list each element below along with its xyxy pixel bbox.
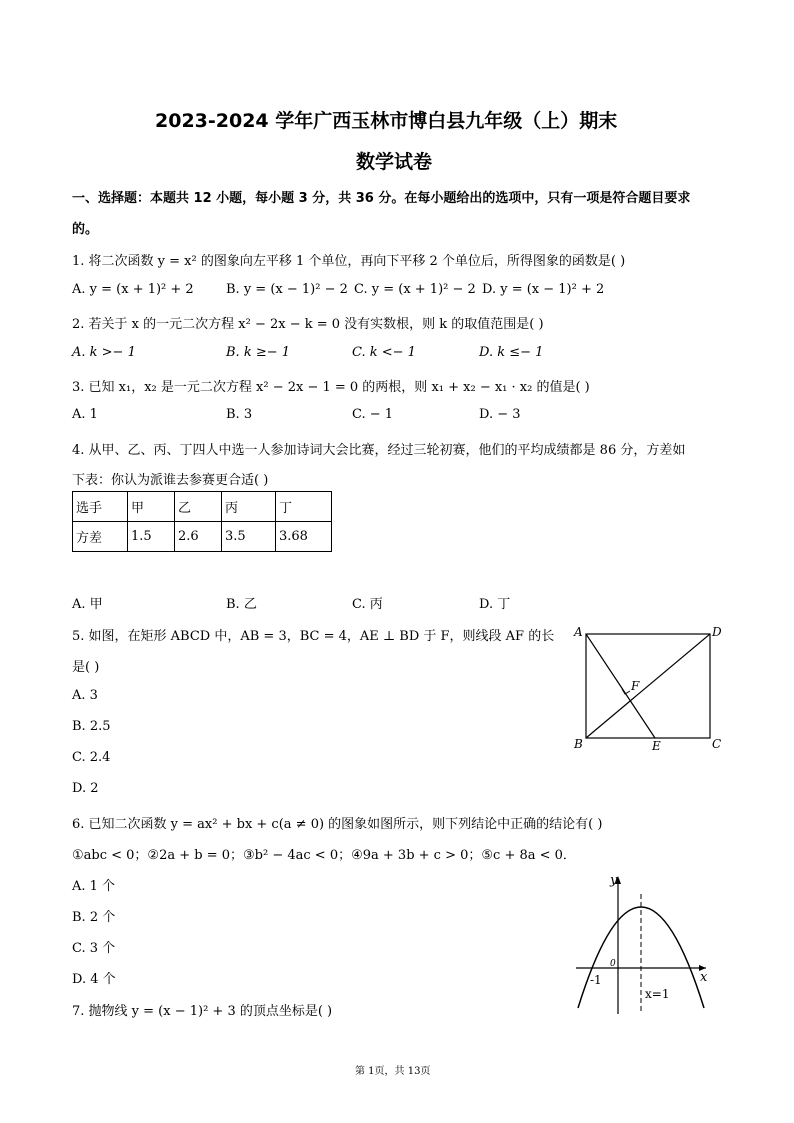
table-cell: 丁 (276, 492, 332, 522)
q1-option-c: C. y = (x + 1)² − 2 (354, 282, 476, 297)
question-3-stem: 3. 已知 x₁，x₂ 是一元二次方程 x² − 2x − 1 = 0 的两根，则 x₁ + x₂ − x₁ · x₂ 的值是( ) (72, 380, 590, 395)
q2-option-d: D. k ≤− 1 (479, 345, 544, 360)
question-1-stem: 1. 将二次函数 y = x² 的图象向左平移 1 个单位，再向下平移 2 个单位后，所得图象的函数是( ) (72, 254, 626, 269)
variance-table (72, 491, 332, 552)
label-f: F (631, 679, 640, 693)
table-cell: 丙 (222, 492, 276, 522)
origin-label: 0 (610, 959, 616, 969)
q2-option-c: C. k <− 1 (352, 345, 416, 360)
label-c: C (712, 737, 722, 751)
q3-option-d: D. − 3 (479, 407, 521, 422)
question-6-stem: 6. 已知二次函数 y = ax² + bx + c(a ≠ 0) 的图象如图所示，则下列结论中正确的结论有( ) (72, 817, 603, 832)
label-d: D (712, 625, 722, 639)
q5-option-d: D. 2 (72, 781, 99, 796)
q2-option-b: B. k ≥− 1 (226, 345, 291, 360)
table-cell: 方差 (73, 522, 128, 552)
question-5-line2: 是( ) (72, 660, 100, 675)
parabola-figure (568, 868, 718, 1016)
q4-option-b: B. 乙 (226, 597, 257, 612)
table-cell: 3.5 (222, 522, 276, 552)
question-6-conditions: ①abc < 0；②2a + b = 0；③b² − 4ac < 0；④9a + 3b + c > 0；⑤c + 8a < 0． (72, 848, 576, 863)
question-4-line2: 下表：你认为派谁去参赛更合适( ) (72, 473, 269, 488)
table-cell: 2.6 (175, 522, 222, 552)
question-5-line1: 5. 如图，在矩形 ABCD 中，AB = 3，BC = 4，AE ⊥ BD 于 F，则线段 AF 的长 (72, 629, 555, 644)
symmetry-axis-label: x=1 (645, 987, 670, 1001)
q3-option-b: B. 3 (226, 407, 253, 422)
q2-option-a: A. k >− 1 (72, 345, 136, 360)
q1-option-d: D. y = (x − 1)² + 2 (482, 282, 605, 297)
q4-option-c: C. 丙 (352, 597, 383, 612)
q4-option-d: D. 丁 (479, 597, 511, 612)
x-label: x (700, 970, 708, 985)
q6-option-c: C. 3 个 (72, 941, 116, 956)
page-footer: 第 1页，共 13页 (355, 1066, 431, 1077)
page-title: 2023-2024 学年广西玉林市博白县九年级（上）期末 (155, 110, 618, 132)
y-label: y (610, 873, 618, 888)
segment-ae (586, 634, 655, 738)
q3-option-a: A. 1 (72, 407, 98, 422)
rectangle-figure (568, 620, 728, 755)
table-cell: 甲 (128, 492, 175, 522)
question-7-stem: 7. 抛物线 y = (x − 1)² + 3 的顶点坐标是( ) (72, 1004, 333, 1019)
q6-option-d: D. 4 个 (72, 972, 116, 987)
section-heading-line2: 的。 (72, 222, 99, 237)
q1-option-a: A. y = (x + 1)² + 2 (72, 282, 194, 297)
table-cell: 3.68 (276, 522, 332, 552)
q5-option-c: C. 2.4 (72, 750, 111, 765)
label-e: E (652, 739, 661, 753)
label-a: A (574, 625, 583, 639)
page-subtitle: 数学试卷 (356, 151, 433, 173)
root-label: -1 (590, 973, 602, 987)
q3-option-c: C. − 1 (352, 407, 394, 422)
table-cell: 选手 (73, 492, 128, 522)
table-header-row (73, 492, 332, 522)
q5-option-a: A. 3 (72, 688, 98, 703)
table-cell: 乙 (175, 492, 222, 522)
q1-option-b: B. y = (x − 1)² − 2 (226, 282, 348, 297)
q6-option-a: A. 1 个 (72, 879, 116, 894)
question-2-stem: 2. 若关于 x 的一元二次方程 x² − 2x − k = 0 没有实数根，则 k 的取值范围是( ) (72, 317, 544, 332)
label-b: B (574, 737, 583, 751)
q4-option-a: A. 甲 (72, 597, 103, 612)
table-cell: 1.5 (128, 522, 175, 552)
q5-option-b: B. 2.5 (72, 719, 111, 734)
question-4-line1: 4. 从甲、乙、丙、丁四人中选一人参加诗词大会比赛，经过三轮初赛，他们的平均成绩都是 86 分，方差如 (72, 443, 686, 458)
table-row (73, 522, 332, 552)
diagonal-bd (586, 634, 710, 738)
q6-option-b: B. 2 个 (72, 910, 116, 925)
section-heading-line1: 一、选择题：本题共 12 小题，每小题 3 分，共 36 分。在每小题给出的选项中，只有一项是符合题目要求 (72, 191, 691, 206)
